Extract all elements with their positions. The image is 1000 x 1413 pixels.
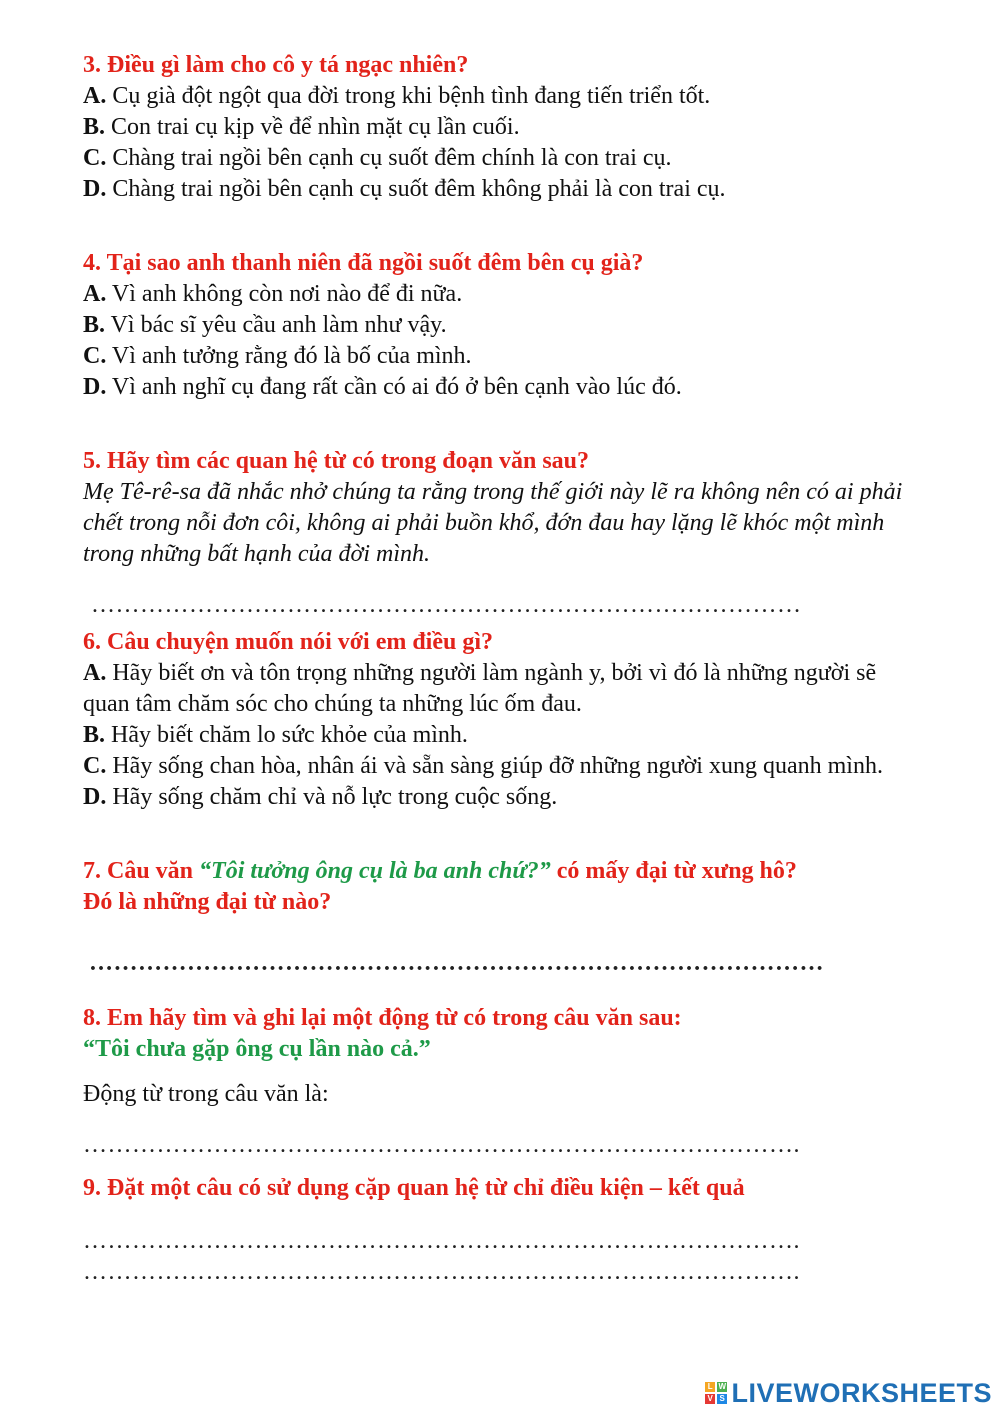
question-5: [83, 446, 908, 621]
option-c[interactable]: C. Chàng trai ngồi bên cạnh cụ suốt đêm chính là con trai cụ.: [83, 145, 672, 171]
watermark-text: LIVEWORKSHEETS: [731, 1377, 992, 1408]
question-4-title: 4. Tại sao anh thanh niên đã ngồi suốt đêm bên cụ già?: [83, 250, 644, 276]
option-a[interactable]: A. Cụ già đột ngột qua đời trong khi bệnh tình đang tiến triển tốt.: [83, 83, 711, 109]
option-b[interactable]: B. Hãy biết chăm lo sức khỏe của mình.: [83, 722, 468, 748]
question-5-title: 5. Hãy tìm các quan hệ từ có trong đoạn văn sau?: [83, 448, 590, 474]
question-7-quote: “Tôi tưởng ông cụ là ba anh chứ?”: [199, 858, 551, 884]
question-7-title: 7. Câu văn “Tôi tưởng ông cụ là ba anh chứ?” có mấy đại từ xưng hô?: [83, 858, 797, 884]
question-6-title: 6. Câu chuyện muốn nói với em điều gì?: [83, 629, 494, 655]
worksheet-page: [83, 50, 908, 1288]
question-8: [83, 1003, 908, 1161]
question-7-answer-line[interactable]: ………………………………………………………………………………: [89, 950, 824, 976]
question-9: [83, 1173, 908, 1288]
logo-cell: L: [705, 1382, 715, 1392]
option-d[interactable]: D. Vì anh nghĩ cụ đang rất cần có ai đó ở bên cạnh vào lúc đó.: [83, 374, 682, 400]
option-a[interactable]: A. Hãy biết ơn và tôn trọng những người làm ngành y, bởi vì đó là những người sẽ quan tâm chăm sóc cho chúng ta những lúc ốm đau.: [83, 660, 877, 717]
option-d[interactable]: D. Chàng trai ngồi bên cạnh cụ suốt đêm không phải là con trai cụ.: [83, 176, 726, 202]
question-7: [83, 856, 908, 979]
question-3-title: 3. Điều gì làm cho cô y tá ngạc nhiên?: [83, 52, 469, 78]
question-9-title: 9. Đặt một câu có sử dụng cặp quan hệ từ chỉ điều kiện – kết quả: [83, 1175, 745, 1201]
question-8-prompt: Động từ trong câu văn là:: [83, 1081, 329, 1107]
logo-cell: S: [717, 1394, 727, 1404]
question-3: [83, 50, 908, 205]
question-5-answer-line[interactable]: ……………………………………………………………………………: [91, 592, 802, 618]
option-b[interactable]: B. Vì bác sĩ yêu cầu anh làm như vậy.: [83, 312, 447, 338]
question-8-sentence: “Tôi chưa gặp ông cụ lần nào cả.”: [83, 1036, 431, 1062]
question-5-passage: Mẹ Tê-rê-sa đã nhắc nhở chúng ta rằng trong thế giới này lẽ ra không nên có ai phải chết trong nỗi đơn côi, không ai phải buồn khổ, đớn đau hay lặng lẽ khóc một mình trong những bất hạnh của đời mình.: [83, 479, 903, 567]
liveworksheets-watermark: [705, 1377, 992, 1409]
option-c[interactable]: C. Hãy sống chan hòa, nhân ái và sẵn sàng giúp đỡ những người xung quanh mình.: [83, 753, 883, 779]
question-7-subtitle: Đó là những đại từ nào?: [83, 889, 332, 915]
liveworksheets-logo-icon: [705, 1382, 727, 1404]
option-c[interactable]: C. Vì anh tưởng rằng đó là bố của mình.: [83, 343, 472, 369]
option-d[interactable]: D. Hãy sống chăm chỉ và nỗ lực trong cuộc sống.: [83, 784, 558, 810]
question-8-title: 8. Em hãy tìm và ghi lại một động từ có trong câu văn sau:: [83, 1005, 682, 1031]
option-a[interactable]: A. Vì anh không còn nơi nào để đi nữa.: [83, 281, 463, 307]
logo-cell: W: [718, 1382, 727, 1391]
question-4: [83, 248, 908, 403]
question-8-answer-line[interactable]: …………………………………………………………………………….: [83, 1132, 800, 1158]
logo-cell: V: [705, 1394, 715, 1404]
question-6: [83, 627, 908, 813]
question-9-answer-line-2[interactable]: …………………………………………………………………………….: [83, 1259, 800, 1285]
option-b[interactable]: B. Con trai cụ kịp về để nhìn mặt cụ lần cuối.: [83, 114, 520, 140]
question-9-answer-line-1[interactable]: …………………………………………………………………………….: [83, 1228, 800, 1254]
